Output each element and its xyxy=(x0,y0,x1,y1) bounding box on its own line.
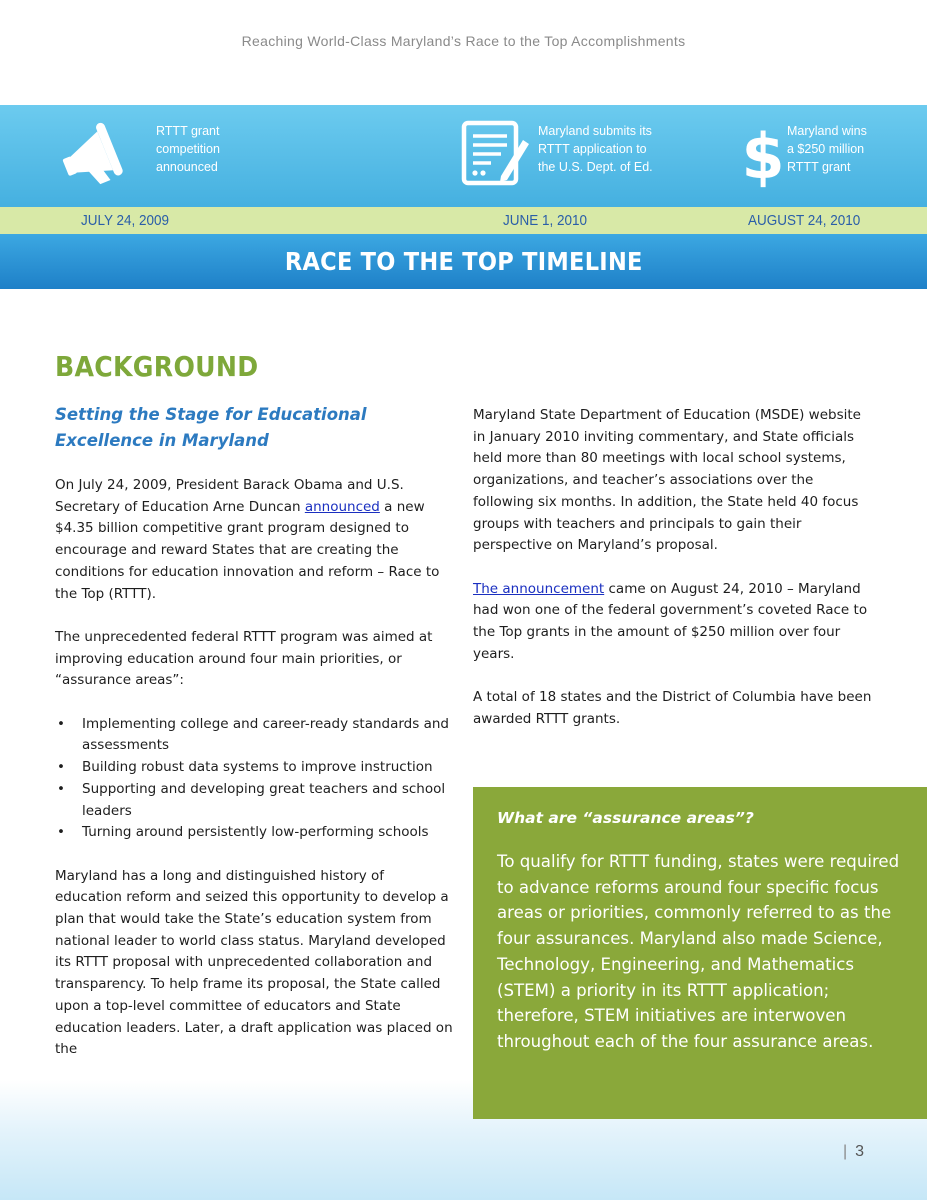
assurance-areas-callout xyxy=(473,787,927,1119)
running-header: Reaching World-Class Maryland’s Race to the Top Accomplishments xyxy=(241,33,686,49)
bullet-glyph: • xyxy=(57,715,65,732)
page-number: | 3 xyxy=(843,1143,865,1160)
svg-text:$: $ xyxy=(741,120,785,193)
page-number-separator: | xyxy=(843,1143,848,1160)
right-column xyxy=(473,405,873,752)
list-item: • Turning around persistently low-performing schools xyxy=(55,822,455,844)
callout-title: What are “assurance areas”? xyxy=(497,809,754,827)
awards-paragraph: A total of 18 states and the District of Columbia have been awarded RTTT grants. xyxy=(473,689,872,727)
timeline-event-1-text: RTTT grant competition announced xyxy=(156,124,220,174)
timeline-date-1: JULY 24, 2009 xyxy=(81,212,170,229)
list-item: • Implementing college and career-ready standards and assessments xyxy=(57,715,449,754)
timeline-title-band xyxy=(0,234,927,289)
section-heading: BACKGROUND xyxy=(55,350,259,383)
bullet-glyph: • xyxy=(57,759,65,776)
callout-body: To qualify for RTTT funding, states were required to advance reforms around four specific focus areas or priorities, commonly referred to as the four assurances. Maryland also made Science, Technology, Engineering, and Mathematics (STEM) a priority in its RTTT application; therefore, STEM initiatives are interwoven throughout each of the four assurance areas. xyxy=(497,852,900,1051)
dollar-sign-icon xyxy=(741,114,785,193)
priorities-paragraph: The unprecedented federal RTTT program was aimed at improving education around four main priorities, or “assurance areas”: xyxy=(55,628,433,689)
msde-paragraph: Maryland State Department of Education (MSDE) website in January 2010 inviting commentary, and State officials held more than 80 meetings with local school systems, organizations, and teacher’s associations over the following six months. In addition, the State held 40 focus groups with teachers and principals to gain their perspective on Maryland’s proposal. xyxy=(473,407,861,554)
list-item: • Building robust data systems to improve instruction xyxy=(55,757,455,779)
list-item: • Supporting and developing great teachers and school leaders xyxy=(57,780,446,819)
timeline-title: RACE TO THE TOP TIMELINE xyxy=(284,247,643,276)
history-paragraph: Maryland has a long and distinguished history of education reform and seized this opportunity to develop a plan that would take the State’s education system from national leader to world class status. Maryland developed its RTTT proposal with unprecedented collaboration and transparency. To help frame its proposal, the State called upon a top-level committee of educators and State education leaders. Later, a draft application was placed on the xyxy=(55,867,453,1058)
timeline-date-3: AUGUST 24, 2010 xyxy=(748,212,861,229)
subheading: Setting the Stage for Educational Excellence in Maryland xyxy=(55,405,367,450)
timeline-event-3-text: Maryland wins a $250 million RTTT grant xyxy=(787,124,867,174)
timeline-date-2: JUNE 1, 2010 xyxy=(503,212,588,229)
intro-paragraph: On July 24, 2009, President Barack Obama and U.S. Secretary of Education Arne Duncan announced a new $4.35 billion competitive grant program designed to encourage and reward States that are creating the conditions for education innovation and reform – Race to the Top (RTTT). xyxy=(55,477,440,602)
timeline-event-2-text: Maryland submits its RTTT application to the U.S. Dept. of Ed. xyxy=(538,124,653,174)
announcement-paragraph: The announcement came on August 24, 2010 – Maryland had won one of the federal government’s coveted Race to the Top grants in the amount of $250 million over four years. xyxy=(473,580,868,662)
assurance-areas-list xyxy=(55,714,455,844)
bullet-glyph: • xyxy=(57,824,65,841)
application-document-icon xyxy=(461,120,531,186)
left-column xyxy=(55,402,455,1083)
announcement-link[interactable]: The announcement xyxy=(473,580,605,597)
announced-link[interactable]: announced xyxy=(304,498,380,515)
bullet-glyph: • xyxy=(57,780,65,797)
megaphone-icon xyxy=(60,116,140,188)
